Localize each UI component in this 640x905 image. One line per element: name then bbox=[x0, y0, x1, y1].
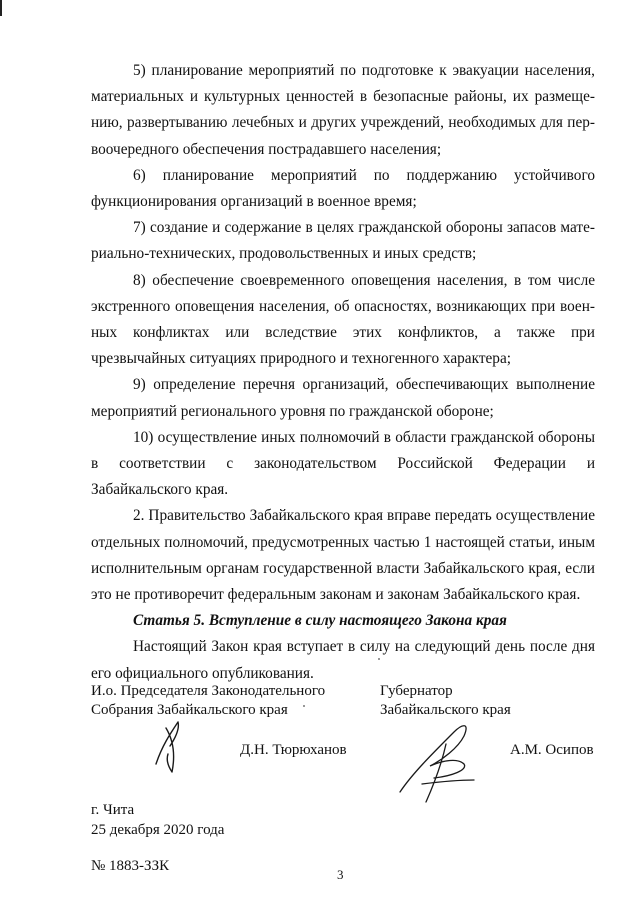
part-2: 2. Правительство Забайкальского края вправе передать осуществление отдельных полномочий, предусмотренных частью 1 настоящей статьи, иным исполнительным органам государственной власти Забайкальского края, если это не противоречит федеральным законам и законам Забайкальского края. bbox=[91, 507, 595, 604]
item-10: 10) осуществление иных полномочий в области гражданской обороны в соответствии с законодательством Российской Федерации и Забайкальского края. bbox=[91, 428, 595, 499]
signing-date: 25 декабря 2020 года bbox=[91, 822, 225, 838]
left-signatory-name: Д.Н. Тюрюханов bbox=[240, 742, 347, 758]
left-signatory-title bbox=[91, 682, 325, 720]
item-8: 8) обеспечение своевременного оповещения населения, в том числе экстренного оповещения населения, об опасностях, возникающих при военных конфликтах или вследствие этих конфликтов, а также при чрезвычайных ситуациях природного и техногенного характера; bbox=[91, 271, 595, 368]
document-number: № 1883-ЗЗК bbox=[91, 858, 170, 874]
place-and-date bbox=[91, 800, 224, 840]
scan-edge-mark bbox=[0, 0, 2, 16]
article-5-title: Статья 5. Вступление в силу настоящего Закона края bbox=[133, 612, 507, 630]
item-5: 5) планирование мероприятий по подготовке к эвакуации населения, материальных и культурных ценностей в безопасные районы, их размещению, развертыванию лечебных и других учреждений, необходимых для первоочередного обеспечения пострадавшего населения; bbox=[91, 62, 595, 158]
page-number: 3 bbox=[337, 867, 344, 882]
item-7: 7) создание и содержание в целях гражданской обороны запасов материально-технических, продовольственных и иных средств; bbox=[91, 219, 595, 263]
right-title-line1: Губернатор bbox=[380, 683, 453, 699]
right-title-line2: Забайкальского края bbox=[380, 702, 511, 718]
place: г. Чита bbox=[91, 802, 135, 818]
left-handwritten-signature bbox=[148, 716, 198, 776]
left-title-line2: Собрания Забайкальского края bbox=[91, 702, 288, 718]
law-text bbox=[91, 58, 595, 687]
item-9: 9) определение перечня организаций, обеспечивающих выполнение мероприятий регионального уровня по гражданской обороне; bbox=[91, 376, 595, 420]
left-title-line1: И.о. Председателя Законодательного bbox=[91, 683, 326, 699]
right-signatory-name: А.М. Осипов bbox=[510, 742, 594, 758]
right-handwritten-signature bbox=[392, 714, 492, 809]
scan-speck bbox=[303, 705, 305, 707]
item-6: 6) планирование мероприятий по поддержанию устойчивого функционирования организаций в военное время; bbox=[91, 166, 595, 211]
article-5-text: Настоящий Закон края вступает в силу на следующий день после дня его официального опубликования. bbox=[91, 638, 595, 682]
scan-speck bbox=[378, 658, 380, 660]
